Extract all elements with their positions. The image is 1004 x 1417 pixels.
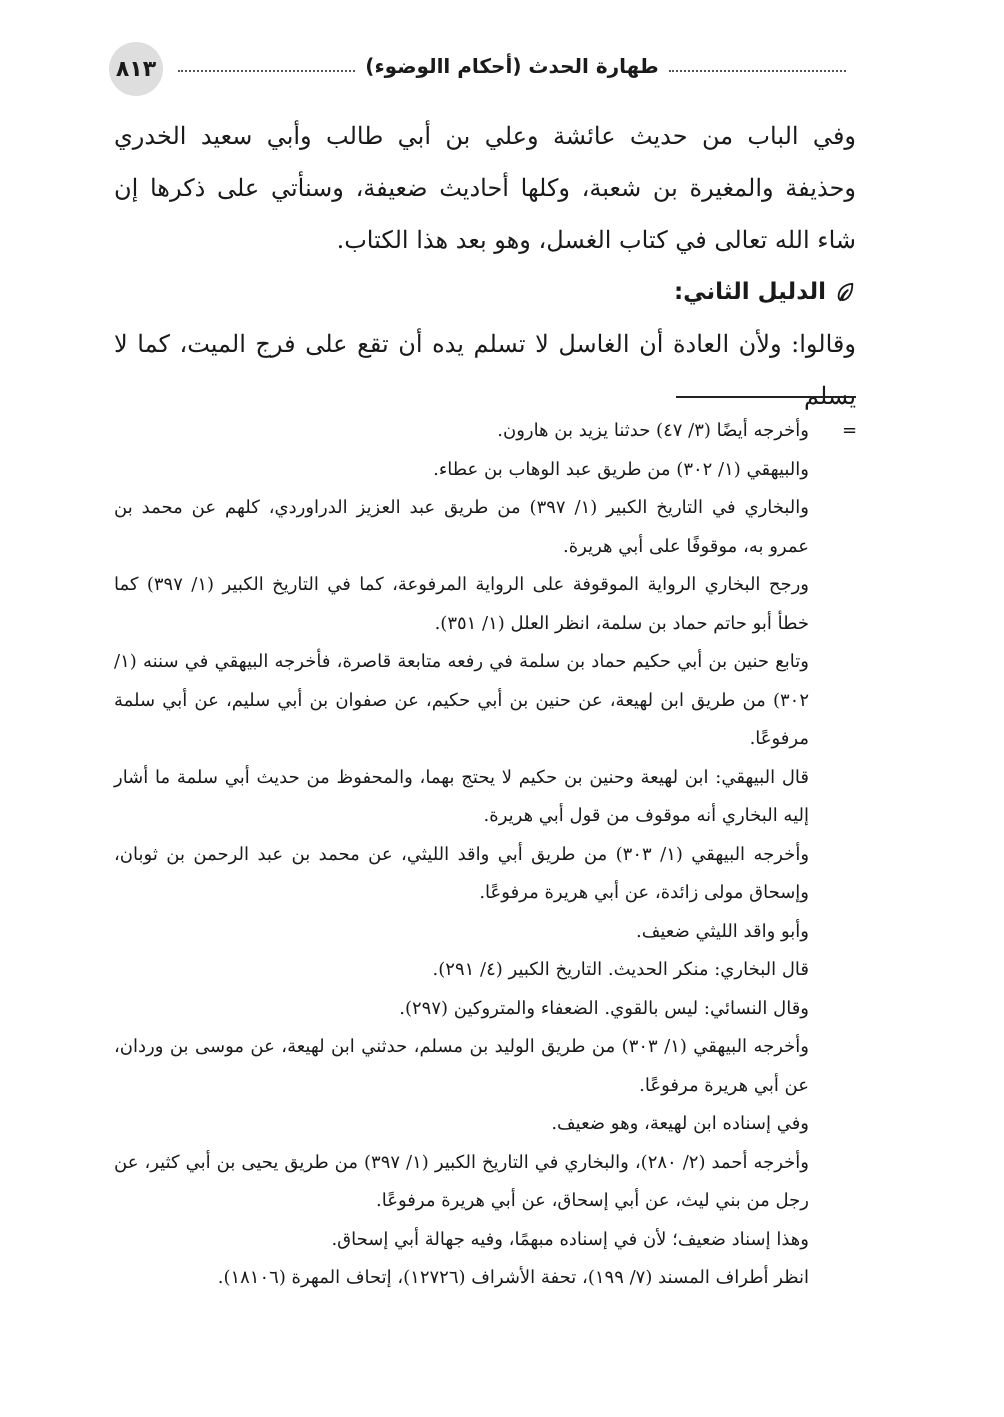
footnote-line: وأخرجه البيهقي (١/ ٣٠٣) من طريق الوليد بن مسلم، حدثني ابن لهيعة، عن موسى بن وردان، عن أبي هريرة مرفوعًا. <box>114 1036 810 1096</box>
footnote-line: وأخرجه أيضًا (٣/ ٤٧) حدثنا يزيد بن هارون. <box>497 420 809 441</box>
footnote-line: وهذا إسناد ضعيف؛ لأن في إسناده مبهمًا، وفيه جهالة أبي إسحاق. <box>331 1228 809 1250</box>
footnote-line: وأبو واقد الليثي ضعيف. <box>636 920 809 942</box>
footnotes <box>114 412 809 1298</box>
footnote-continuation-mark: = <box>842 420 858 441</box>
section-heading-text: الدليل الثاني: <box>673 279 826 305</box>
footnote-line: وأخرجه البيهقي (١/ ٣٠٣) من طريق أبي واقد الليثي، عن محمد بن عبد الرحمن بن ثوبان، وإسحاق مولى زائدة، عن أبي هريرة مرفوعًا. <box>114 843 810 903</box>
footnote-line: وأخرجه أحمد (٢/ ٢٨٠)، والبخاري في التاريخ الكبير (١/ ٣٩٧) من طريق يحيى بن أبي كثير، عن رجل من بني ليث، عن أبي إسحاق، عن أبي هريرة مرفوعًا. <box>114 1151 809 1211</box>
running-title: طهارة الحدث (أحكام االوضوء) <box>365 54 659 78</box>
footnote-line: والبيهقي (١/ ٣٠٢) من طريق عبد الوهاب بن عطاء. <box>433 458 809 480</box>
footnote-line: قال البيهقي: ابن لهيعة وحنين بن حكيم لا يحتج بهما، والمحفوظ من حديث أبي سلمة ما أشار إليه البخاري أنه موقوف من قول أبي هريرة. <box>114 766 809 826</box>
header-dots-right <box>669 70 846 72</box>
footnote-line: وتابع حنين بن أبي حكيم حماد بن سلمة في رفعه متابعة قاصرة، فأخرجه البيهقي في سننه (١/ ٣٠٢) من طريق ابن لهيعة، عن حنين بن أبي حكيم، عن صفوان بن أبي سليم، عن أبي سلمة مرفوعًا. <box>114 651 809 749</box>
main-text <box>114 110 856 422</box>
header-dots-left <box>178 70 355 72</box>
main-paragraph-1: وفي الباب من حديث عائشة وعلي بن أبي طالب وأبي سعيد الخدري وحذيفة والمغيرة بن شعبة، وكلها أحاديث ضعيفة، وسنأتي على ذكرها إن شاء الله تعالى في كتاب الغسل، وهو بعد هذا الكتاب. <box>114 122 857 254</box>
footnote-line: ورجح البخاري الرواية الموقوفة على الرواية المرفوعة، كما في التاريخ الكبير (١/ ٣٩٧) كما خطأ أبو حاتم حماد بن سلمة، انظر العلل (١/ ٣٥١). <box>114 574 809 634</box>
footnote-line: انظر أطراف المسند (٧/ ١٩٩)، تحفة الأشراف (١٢٧٢٦)، إتحاف المهرة (١٨١٠٦). <box>217 1267 809 1288</box>
running-header <box>178 54 846 78</box>
leaf-icon <box>834 281 856 303</box>
page-number: ٨١٣ <box>109 42 163 96</box>
footnote-separator <box>676 396 856 398</box>
footnote-line: والبخاري في التاريخ الكبير (١/ ٣٩٧) من طريق عبد العزيز الدراوردي، كلهم عن محمد بن عمرو به، موقوفًا على أبي هريرة. <box>114 497 809 557</box>
footnote-line: قال البخاري: منكر الحديث. التاريخ الكبير (٤/ ٢٩١). <box>432 959 809 980</box>
main-paragraph-2: وقالوا: ولأن العادة أن الغاسل لا تسلم يده أن تقع على فرج الميت، كما لا يسلم <box>114 330 856 410</box>
section-heading <box>114 266 856 318</box>
footnote-line: وفي إسناده ابن لهيعة، وهو ضعيف. <box>551 1113 809 1134</box>
footnote-line: وقال النسائي: ليس بالقوي. الضعفاء والمتروكين (٢٩٧). <box>399 997 809 1019</box>
